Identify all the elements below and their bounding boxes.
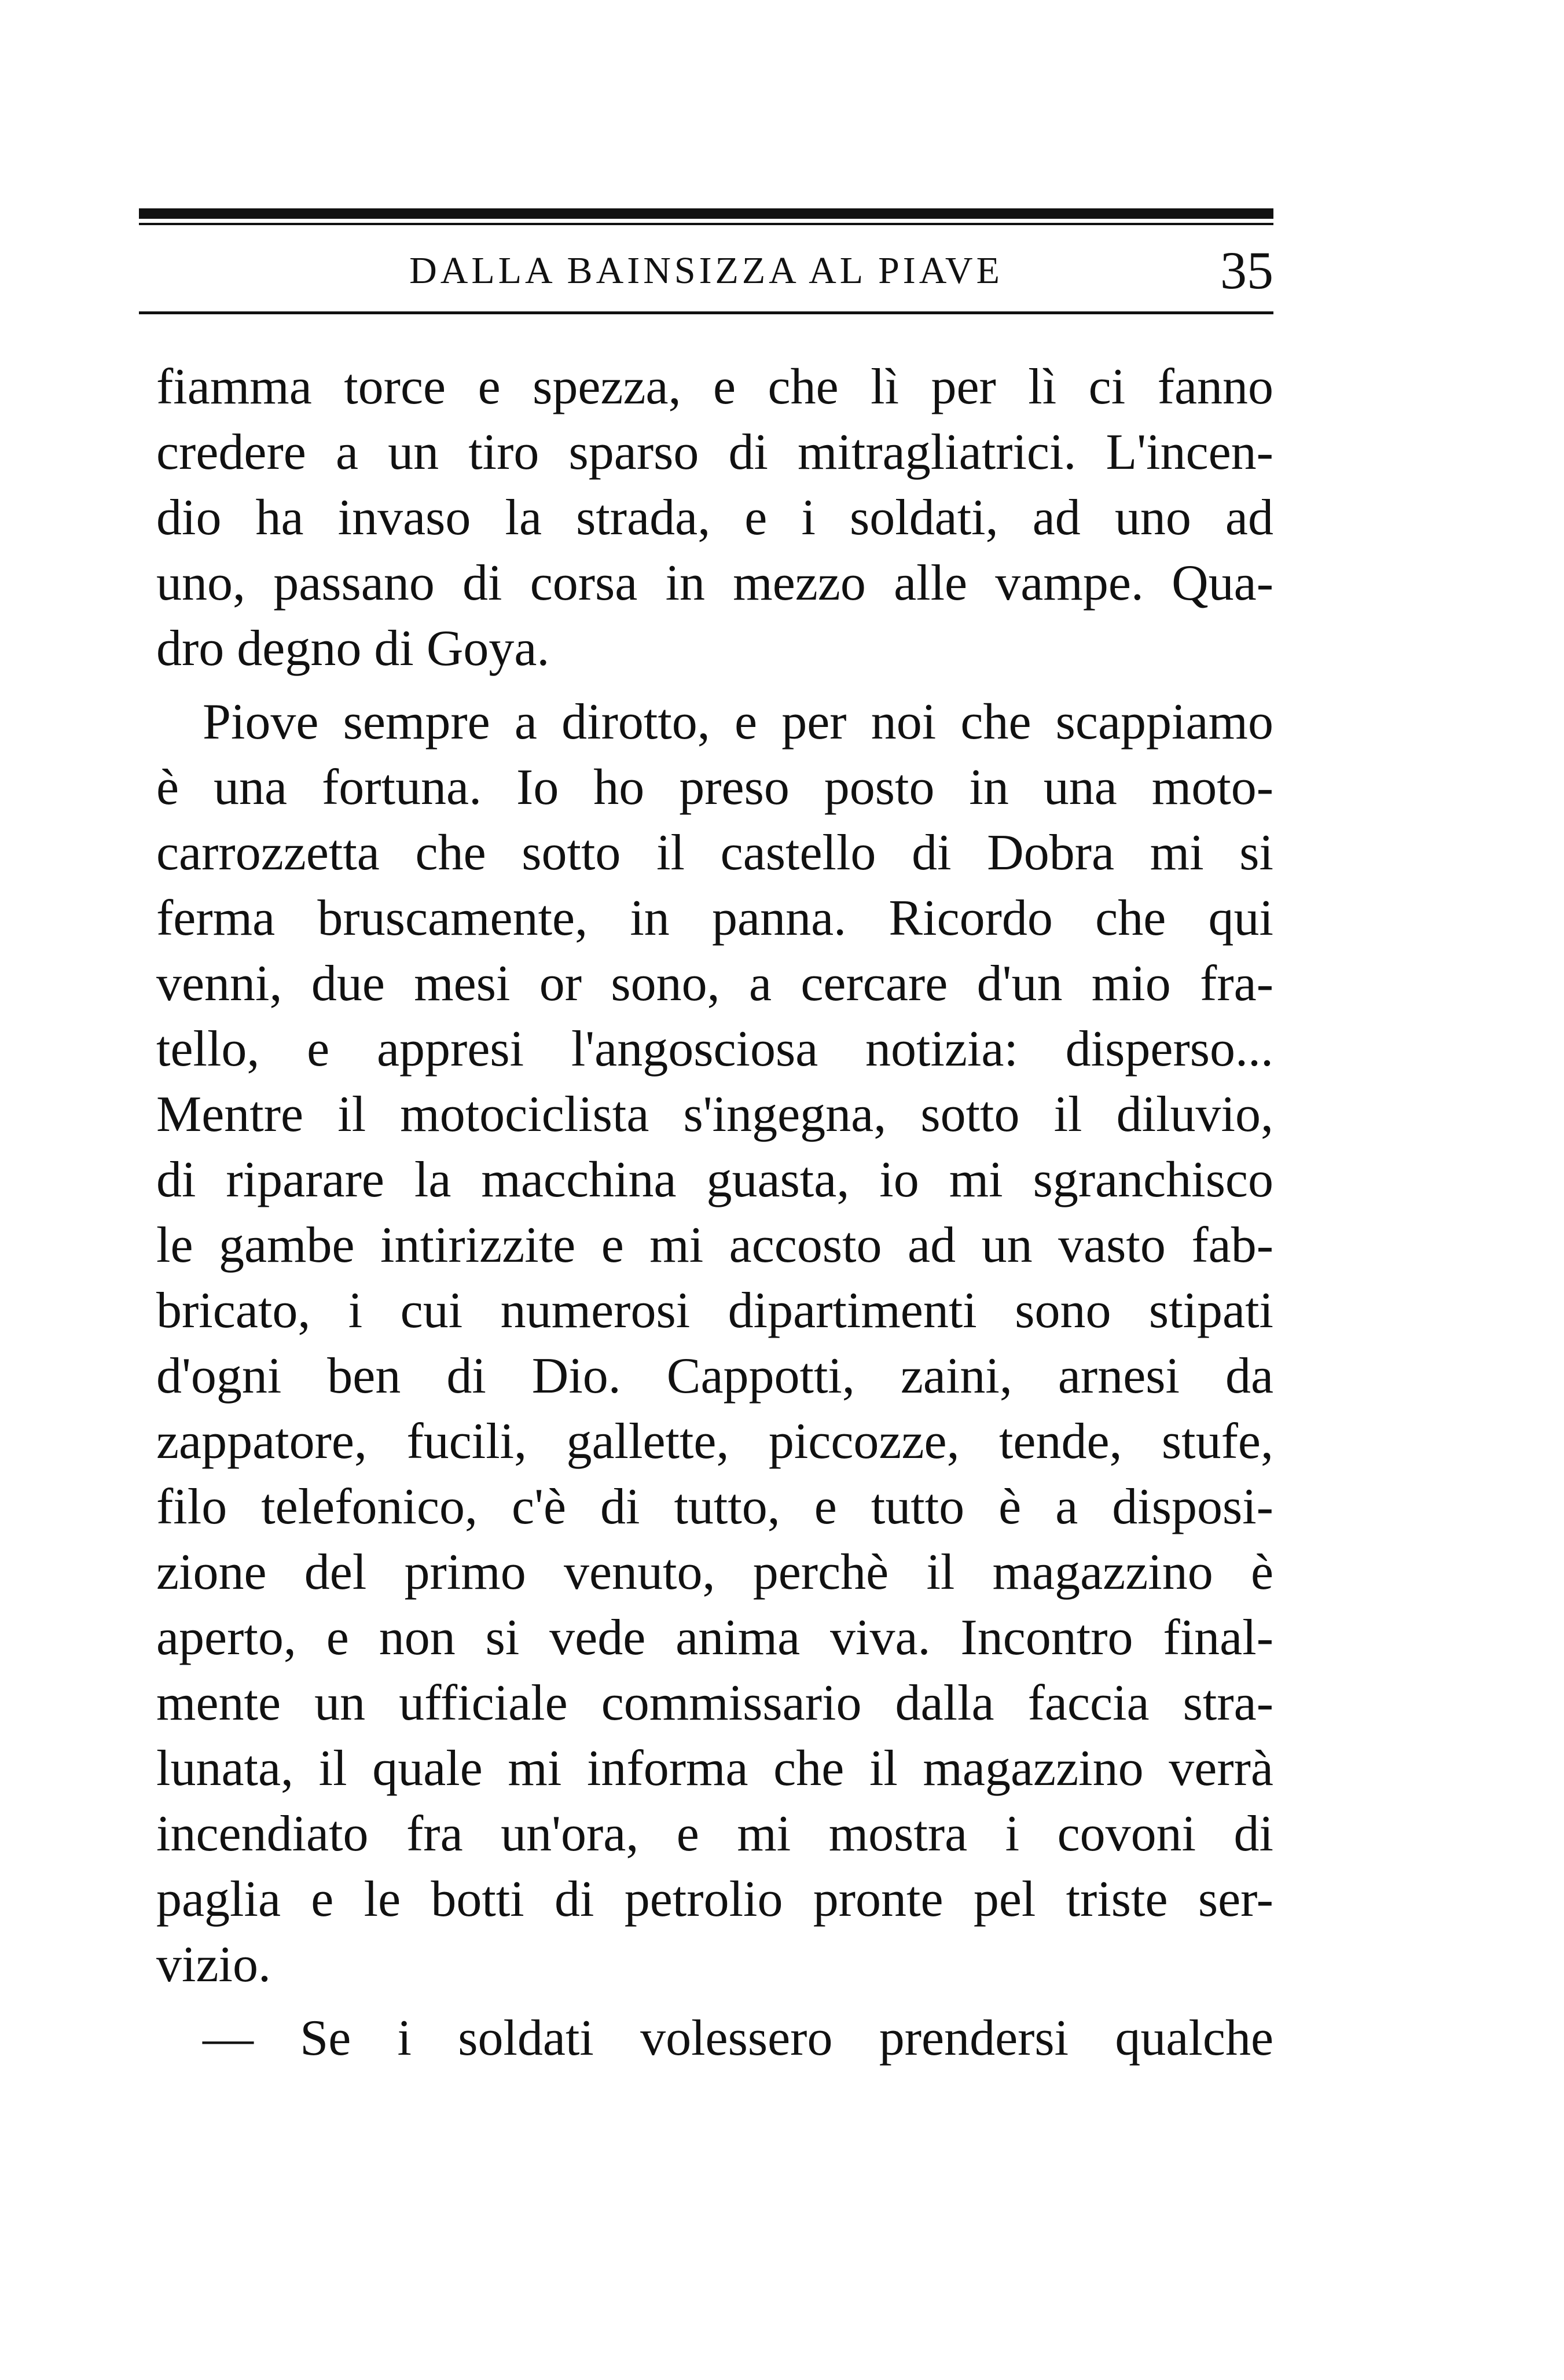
paragraph-2 xyxy=(156,689,1273,1997)
text-line: filo telefonico, c'è di tutto, e tutto è a disposi- xyxy=(156,1479,1273,1535)
header-rule-thin xyxy=(139,223,1273,225)
text-line: carrozzetta che sotto il castello di Dobra mi si xyxy=(156,825,1273,881)
text-line: incendiato fra un'ora, e mi mostra i covoni di xyxy=(156,1806,1273,1862)
text-line: paglia e le botti di petrolio pronte pel triste ser- xyxy=(156,1871,1273,1927)
text-line: di riparare la macchina guasta, io mi sgranchisco xyxy=(156,1152,1273,1208)
text-line: vizio. xyxy=(156,1937,271,1993)
running-title: DALLA BAINSIZZA AL PIAVE xyxy=(409,249,1003,292)
paragraph-3 xyxy=(156,2006,1273,2071)
text-line: zappatore, fucili, gallette, piccozze, tende, stufe, xyxy=(156,1413,1273,1470)
text-line: aperto, e non si vede anima viva. Incontro final- xyxy=(156,1610,1273,1666)
text-line: mente un ufficiale commissario dalla faccia stra- xyxy=(156,1675,1273,1731)
header-rule-bottom xyxy=(139,311,1273,314)
text-line: tello, e appresi l'angosciosa notizia: disperso... xyxy=(156,1021,1273,1077)
running-head xyxy=(139,242,1273,306)
text-line: fiamma torce e spezza, e che lì per lì ci fanno xyxy=(156,359,1273,415)
text-line: — Se i soldati volessero prendersi qualche xyxy=(203,2010,1273,2066)
body-text xyxy=(156,354,1273,2071)
text-line: le gambe intirizzite e mi accosto ad un vasto fab- xyxy=(156,1217,1273,1273)
text-line: dio ha invaso la strada, e i soldati, ad uno ad xyxy=(156,490,1273,546)
text-line: è una fortuna. Io ho preso posto in una moto- xyxy=(156,759,1273,816)
paragraph-1 xyxy=(156,354,1273,681)
text-line: uno, passano di corsa in mezzo alle vampe. Qua- xyxy=(156,555,1273,611)
text-line: lunata, il quale mi informa che il magazzino verrà xyxy=(156,1740,1273,1797)
text-line: ferma bruscamente, in panna. Ricordo che qui xyxy=(156,890,1273,946)
paragraph-gap xyxy=(156,681,1273,689)
text-line: zione del primo venuto, perchè il magazzino è xyxy=(156,1544,1273,1600)
page-number: 35 xyxy=(1220,241,1273,300)
paragraph-gap xyxy=(156,1997,1273,2006)
text-line: d'ogni ben di Dio. Cappotti, zaini, arnesi da xyxy=(156,1348,1273,1404)
text-line: venni, due mesi or sono, a cercare d'un mio fra- xyxy=(156,956,1273,1012)
text-line: Piove sempre a dirotto, e per noi che scappiamo xyxy=(203,694,1273,750)
text-line: dro degno di Goya. xyxy=(156,620,550,677)
text-line: bricato, i cui numerosi dipartimenti sono stipati xyxy=(156,1283,1273,1339)
text-line: credere a un tiro sparso di mitragliatrici. L'incen- xyxy=(156,424,1273,480)
header-rule-thick xyxy=(139,208,1273,219)
text-line: Mentre il motociclista s'ingegna, sotto il diluvio, xyxy=(156,1086,1273,1143)
